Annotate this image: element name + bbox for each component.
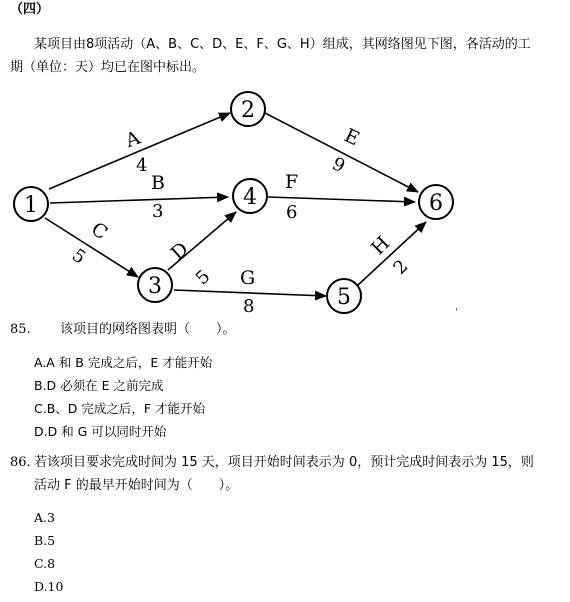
activity-a-duration: 4 — [136, 155, 148, 176]
section-heading: （四） — [10, 2, 50, 17]
activity-a-arrow — [49, 113, 230, 189]
node-4 — [233, 179, 267, 213]
activity-h-duration: 2 — [389, 255, 413, 279]
question-86-text-line-2: 活动 F 的最早开始时间为（ ）。 — [34, 478, 239, 493]
q86-option-c: C.8 — [34, 556, 56, 571]
activity-b-duration: 3 — [152, 201, 164, 222]
activity-a-label: A — [122, 126, 144, 153]
activity-c-label: C — [86, 217, 112, 245]
node-1-label: 1 — [24, 193, 38, 218]
node-3-label: 3 — [148, 274, 162, 299]
activity-b-label: B — [151, 172, 165, 194]
node-2 — [231, 92, 265, 126]
q86-option-a: A.3 — [34, 510, 55, 525]
activity-d-duration: 5 — [191, 265, 215, 290]
node-3 — [138, 268, 172, 302]
node-5-label: 5 — [337, 285, 351, 310]
q85-option-d: D.D 和 G 可以同时开始 — [34, 424, 167, 439]
activity-e-duration: 9 — [328, 153, 349, 178]
q86-option-d: D.10 — [34, 579, 64, 594]
activity-c-duration: 5 — [67, 244, 90, 269]
activity-g-duration: 8 — [243, 296, 255, 317]
activity-d-label: D — [166, 237, 193, 265]
node-2-label: 2 — [241, 98, 255, 123]
node-5 — [327, 279, 361, 313]
activity-g-label: G — [240, 267, 256, 289]
activity-e-label: E — [340, 124, 363, 151]
question-85-number: 85. — [10, 322, 31, 337]
q86-option-b: B.5 — [34, 533, 56, 548]
activity-b-arrow — [50, 197, 228, 203]
q85-option-b: B.D 必须在 E 之前完成 — [34, 378, 164, 393]
node-6 — [419, 185, 453, 219]
q85-option-a: A.A 和 B 完成之后，E 才能开始 — [34, 355, 213, 370]
intro-text-line-2: 期（单位：天）均已在图中标出。 — [10, 60, 206, 75]
question-86-text-line-1: 若该项目要求完成时间为 15 天，项目开始时间表示为 0，预计完成时间表示为 15，则 — [34, 455, 534, 470]
question-85-text: 该项目的网络图表明（ ）。 — [60, 322, 236, 337]
stray-mark: ' — [455, 307, 458, 318]
activity-c-arrow — [45, 218, 138, 277]
activity-f-label: F — [285, 171, 299, 193]
activity-h-arrow — [358, 222, 426, 285]
activity-h-label: H — [366, 232, 395, 260]
node-1 — [14, 187, 48, 221]
node-4-label: 4 — [243, 185, 257, 210]
question-86-number: 86. — [10, 455, 31, 470]
q85-option-c: C.B、D 完成之后，F 才能开始 — [34, 401, 206, 416]
activity-f-duration: 6 — [286, 202, 298, 223]
node-6-label: 6 — [429, 191, 443, 216]
intro-text-line-1: 某项目由8项活动（A、B、C、D、E、F、G、H）组成，其网络图见下图，各活动的工 — [34, 37, 531, 52]
network-diagram — [0, 85, 570, 320]
